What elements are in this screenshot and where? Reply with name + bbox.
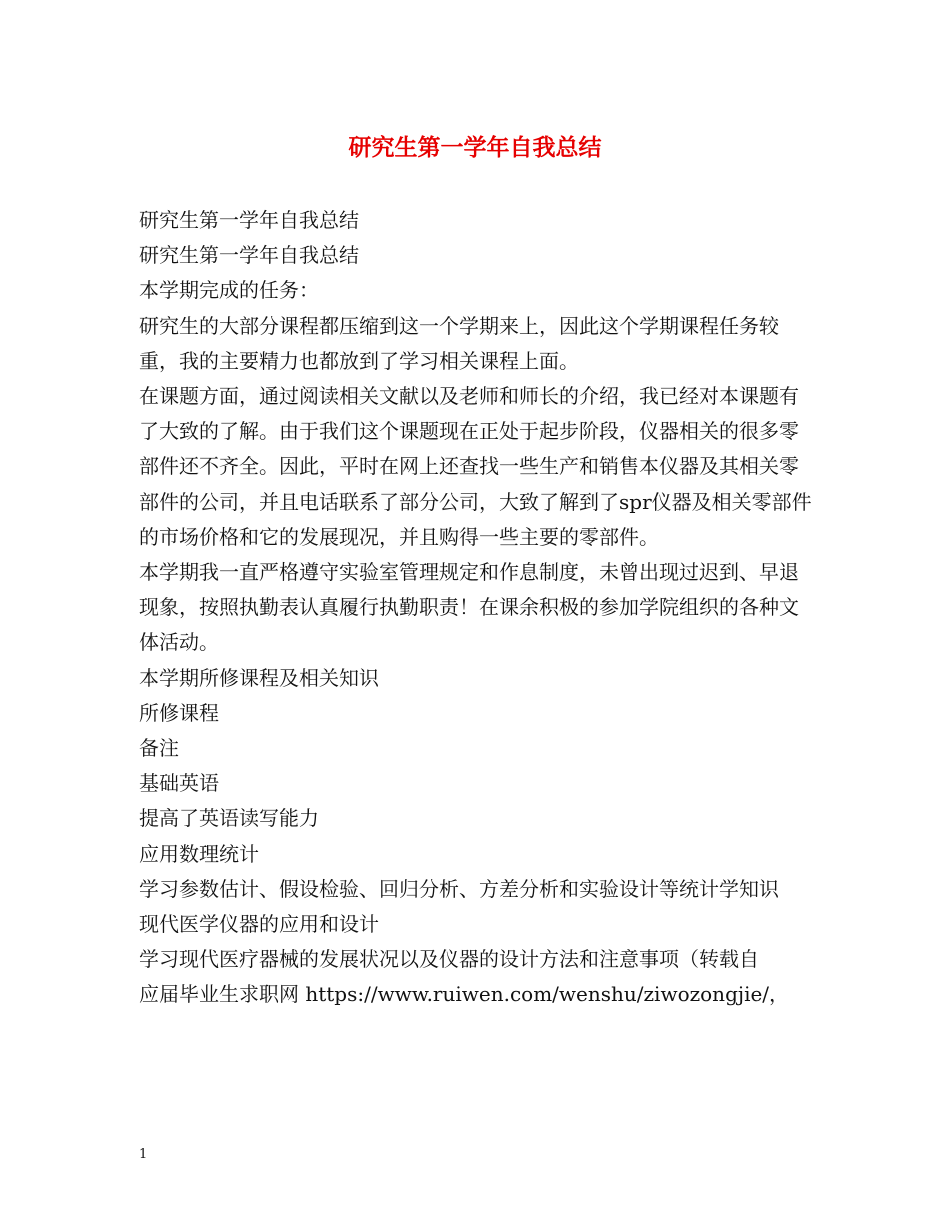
paragraph: 研究生的大部分课程都压缩到这一个学期来上，因此这个学期课程任务较重，我的主要精力也都放到了学习相关课程上面。	[139, 313, 779, 373]
section-heading: 本学期所修课程及相关知识	[139, 665, 379, 690]
course-remark: 学习现代医疗器械的发展状况以及仪器的设计方法和注意事项（转载自	[139, 947, 759, 972]
page-number: 1	[139, 1147, 148, 1162]
paragraph: 研究生第一学年自我总结	[139, 208, 359, 232]
table-header-course: 所修课程	[139, 700, 219, 725]
course-name: 应用数理统计	[139, 841, 259, 866]
document-body	[139, 203, 814, 1013]
paragraph: 在课题方面，通过阅读相关文献以及老师和师长的介绍，我已经对本课题有了大致的了解。由于我们这个课题现在正处于起步阶段，仪器相关的很多零部件还不齐全。因此，平时在网上还查找一些生产和销售本仪器及其相关零部件的公司，并且电话联系了部分公司，大致了解到了spr仪器及相关零部件的市场价格和它的发展现况，并且购得一些主要的零部件。	[139, 384, 812, 549]
paragraph: 本学期完成的任务：	[139, 278, 319, 303]
course-remark: 提高了英语读写能力	[139, 806, 319, 831]
source-url-line: 应届毕业生求职网 https://www.ruiwen.com/wenshu/ziwozongjie/，	[139, 982, 790, 1007]
paragraph: 本学期我一直严格遵守实验室管理规定和作息制度，未曾出现过迟到、早退现象，按照执勤表认真履行执勤职责！在课余积极的参加学院组织的各种文体活动。	[139, 560, 799, 655]
course-remark: 学习参数估计、假设检验、回归分析、方差分析和实验设计等统计学知识	[139, 876, 779, 901]
table-header-remark: 备注	[139, 736, 179, 761]
document-title: 研究生第一学年自我总结	[348, 135, 602, 161]
paragraph: 研究生第一学年自我总结	[139, 243, 359, 268]
course-name: 基础英语	[139, 771, 219, 796]
course-name: 现代医学仪器的应用和设计	[139, 912, 379, 937]
